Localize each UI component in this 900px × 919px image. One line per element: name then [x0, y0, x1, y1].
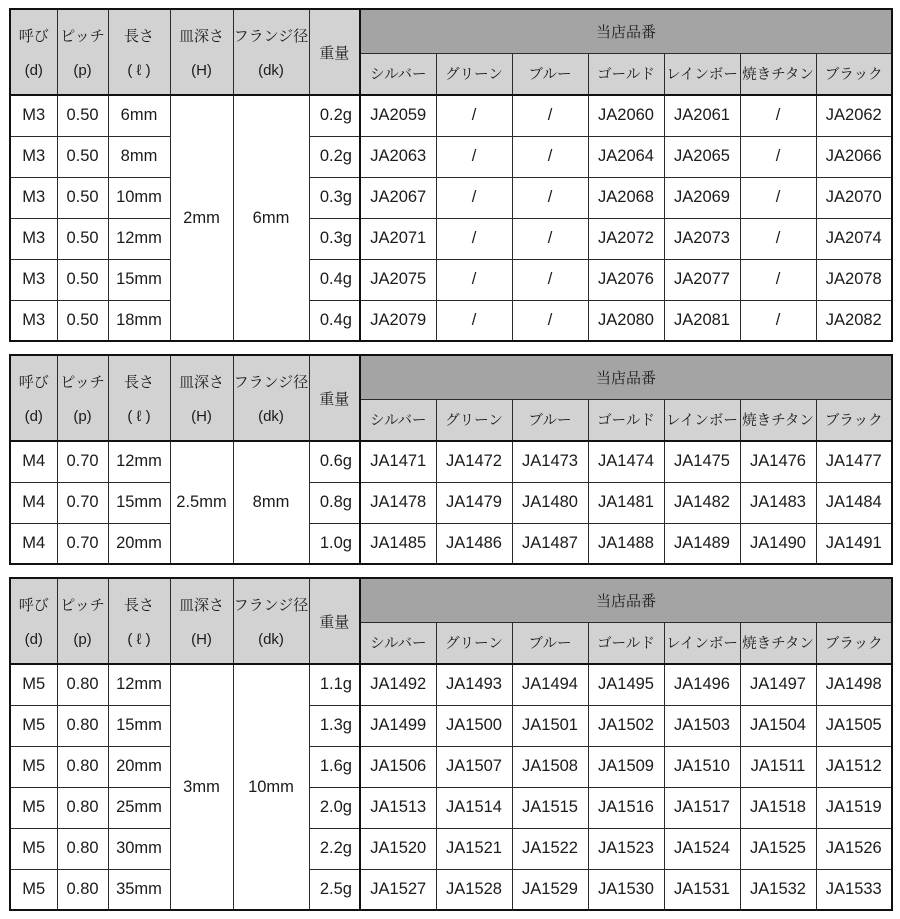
- cell-flange-dia: 10mm: [233, 664, 309, 910]
- col-header-green: グリーン: [436, 399, 512, 441]
- cell-pitch: 0.50: [57, 300, 108, 341]
- cell-part-number-gold: JA2076: [588, 259, 664, 300]
- col-header-label: ピッチ: [60, 374, 105, 392]
- cell-pitch: 0.80: [57, 787, 108, 828]
- cell-weight: 0.4g: [309, 259, 360, 300]
- cell-part-number-silver: JA2079: [360, 300, 436, 341]
- col-header-weight: 重量: [309, 9, 360, 95]
- col-header-symbol: (p): [73, 407, 92, 425]
- col-header-label: 長さ: [123, 374, 154, 392]
- cell-part-number-rainbow: JA2069: [664, 177, 740, 218]
- cell-part-number-burnt-titanium: JA1483: [740, 482, 816, 523]
- col-header-pitch-text: [58, 356, 108, 440]
- cell-part-number-green: JA1514: [436, 787, 512, 828]
- col-header-gold: ゴールド: [588, 399, 664, 441]
- cell-nominal: M5: [10, 746, 57, 787]
- cell-part-number-blue: /: [512, 177, 588, 218]
- col-header-head-depth-text: [171, 579, 233, 663]
- col-header-head-depth: [170, 9, 233, 95]
- cell-length: 15mm: [108, 705, 170, 746]
- col-header-nominal: [10, 9, 57, 95]
- spec-table-m4: [9, 354, 893, 565]
- col-header-label: 皿深さ: [178, 597, 224, 615]
- table-body: [10, 664, 892, 910]
- cell-part-number-rainbow: JA1482: [664, 482, 740, 523]
- col-header-gold: ゴールド: [588, 53, 664, 95]
- col-header-pitch: [57, 9, 108, 95]
- col-header-silver: シルバー: [360, 53, 436, 95]
- cell-part-number-gold: JA1488: [588, 523, 664, 564]
- cell-part-number-rainbow: JA1489: [664, 523, 740, 564]
- col-header-label: 長さ: [123, 597, 154, 615]
- cell-part-number-green: /: [436, 95, 512, 136]
- cell-part-number-blue: JA1480: [512, 482, 588, 523]
- cell-part-number-silver: JA2071: [360, 218, 436, 259]
- cell-nominal: M3: [10, 259, 57, 300]
- cell-part-number-silver: JA1513: [360, 787, 436, 828]
- cell-weight: 0.3g: [309, 177, 360, 218]
- col-header-label: フランジ径: [233, 597, 309, 615]
- table-header: [10, 355, 892, 441]
- cell-part-number-burnt-titanium: JA1518: [740, 787, 816, 828]
- col-header-label: 皿深さ: [178, 374, 224, 392]
- cell-part-number-green: JA1472: [436, 441, 512, 482]
- table-row: [10, 136, 892, 177]
- cell-pitch: 0.70: [57, 482, 108, 523]
- col-header-flange-dia-text: [234, 10, 309, 94]
- cell-part-number-gold: JA2064: [588, 136, 664, 177]
- cell-pitch: 0.80: [57, 828, 108, 869]
- cell-part-number-rainbow: JA1510: [664, 746, 740, 787]
- cell-pitch: 0.50: [57, 136, 108, 177]
- cell-weight: 1.0g: [309, 523, 360, 564]
- col-header-length: [108, 9, 170, 95]
- cell-part-number-black: JA2078: [816, 259, 892, 300]
- header-row-1: [10, 355, 892, 399]
- cell-length: 20mm: [108, 746, 170, 787]
- col-header-symbol: (H): [191, 630, 212, 648]
- table-row: [10, 300, 892, 341]
- cell-weight: 0.4g: [309, 300, 360, 341]
- cell-part-number-burnt-titanium: JA1497: [740, 664, 816, 705]
- table-row: [10, 95, 892, 136]
- cell-length: 30mm: [108, 828, 170, 869]
- cell-weight: 0.8g: [309, 482, 360, 523]
- table-header: [10, 578, 892, 664]
- col-header-head-depth-text: [171, 10, 233, 94]
- cell-length: 25mm: [108, 787, 170, 828]
- col-header-blue: ブルー: [512, 399, 588, 441]
- table-header: [10, 9, 892, 95]
- cell-part-number-gold: JA2072: [588, 218, 664, 259]
- col-header-head-depth: [170, 355, 233, 441]
- cell-length: 18mm: [108, 300, 170, 341]
- cell-part-number-gold: JA1474: [588, 441, 664, 482]
- cell-part-number-burnt-titanium: /: [740, 177, 816, 218]
- cell-part-number-black: JA2062: [816, 95, 892, 136]
- col-header-nominal-text: [11, 579, 57, 663]
- cell-part-number-rainbow: JA2081: [664, 300, 740, 341]
- col-header-symbol: (d): [24, 61, 43, 79]
- cell-weight: 0.2g: [309, 136, 360, 177]
- cell-length: 35mm: [108, 869, 170, 910]
- cell-head-depth: 2mm: [170, 95, 233, 341]
- cell-pitch: 0.80: [57, 705, 108, 746]
- table-row: [10, 705, 892, 746]
- col-header-burnt-titanium: 焼きチタン: [740, 53, 816, 95]
- col-header-length-text: [109, 356, 170, 440]
- cell-part-number-gold: JA1495: [588, 664, 664, 705]
- col-header-burnt-titanium: 焼きチタン: [740, 622, 816, 664]
- col-header-symbol: ( ℓ ): [127, 630, 151, 648]
- cell-weight: 0.6g: [309, 441, 360, 482]
- col-header-pitch-text: [58, 579, 108, 663]
- table-row: [10, 218, 892, 259]
- col-header-label: 呼び: [18, 374, 49, 392]
- cell-part-number-green: JA1500: [436, 705, 512, 746]
- table-row: [10, 482, 892, 523]
- cell-part-number-silver: JA1485: [360, 523, 436, 564]
- col-header-head-depth-text: [171, 356, 233, 440]
- col-header-flange-dia: [233, 578, 309, 664]
- cell-part-number-silver: JA1478: [360, 482, 436, 523]
- cell-nominal: M3: [10, 300, 57, 341]
- cell-part-number-silver: JA1527: [360, 869, 436, 910]
- col-header-symbol: ( ℓ ): [127, 407, 151, 425]
- col-header-nominal-text: [11, 356, 57, 440]
- cell-part-number-rainbow: JA2077: [664, 259, 740, 300]
- cell-part-number-burnt-titanium: JA1511: [740, 746, 816, 787]
- cell-nominal: M4: [10, 482, 57, 523]
- cell-part-number-blue: /: [512, 259, 588, 300]
- cell-part-number-silver: JA2067: [360, 177, 436, 218]
- cell-part-number-blue: JA1522: [512, 828, 588, 869]
- col-header-flange-dia: [233, 9, 309, 95]
- cell-part-number-blue: JA1515: [512, 787, 588, 828]
- cell-pitch: 0.80: [57, 664, 108, 705]
- cell-part-number-blue: /: [512, 300, 588, 341]
- table-row: [10, 523, 892, 564]
- cell-part-number-silver: JA1499: [360, 705, 436, 746]
- cell-part-number-gold: JA1530: [588, 869, 664, 910]
- cell-weight: 2.5g: [309, 869, 360, 910]
- table-body: [10, 441, 892, 564]
- group-header-part-numbers: 当店品番: [360, 578, 892, 622]
- cell-length: 15mm: [108, 259, 170, 300]
- cell-length: 8mm: [108, 136, 170, 177]
- col-header-nominal: [10, 355, 57, 441]
- col-header-flange-dia: [233, 355, 309, 441]
- cell-part-number-black: JA1484: [816, 482, 892, 523]
- cell-pitch: 0.50: [57, 259, 108, 300]
- cell-part-number-rainbow: JA2061: [664, 95, 740, 136]
- cell-head-depth: 2.5mm: [170, 441, 233, 564]
- col-header-length: [108, 355, 170, 441]
- col-header-symbol: (d): [24, 407, 43, 425]
- cell-pitch: 0.70: [57, 441, 108, 482]
- col-header-green: グリーン: [436, 622, 512, 664]
- cell-part-number-silver: JA1506: [360, 746, 436, 787]
- cell-part-number-gold: JA1509: [588, 746, 664, 787]
- cell-nominal: M5: [10, 828, 57, 869]
- header-row-1: [10, 9, 892, 53]
- col-header-weight: 重量: [309, 578, 360, 664]
- cell-weight: 1.6g: [309, 746, 360, 787]
- cell-length: 20mm: [108, 523, 170, 564]
- cell-part-number-green: /: [436, 136, 512, 177]
- cell-weight: 2.2g: [309, 828, 360, 869]
- cell-part-number-blue: JA1508: [512, 746, 588, 787]
- group-header-part-numbers: 当店品番: [360, 355, 892, 399]
- cell-nominal: M3: [10, 218, 57, 259]
- col-header-label: 呼び: [18, 28, 49, 46]
- header-row-1: [10, 578, 892, 622]
- cell-nominal: M5: [10, 787, 57, 828]
- cell-part-number-black: JA2074: [816, 218, 892, 259]
- col-header-head-depth: [170, 578, 233, 664]
- cell-part-number-green: /: [436, 218, 512, 259]
- col-header-nominal-text: [11, 10, 57, 94]
- cell-part-number-burnt-titanium: JA1525: [740, 828, 816, 869]
- cell-weight: 2.0g: [309, 787, 360, 828]
- table-row: [10, 259, 892, 300]
- cell-part-number-rainbow: JA1503: [664, 705, 740, 746]
- cell-part-number-burnt-titanium: /: [740, 136, 816, 177]
- col-header-symbol: (d): [24, 630, 43, 648]
- cell-part-number-blue: JA1487: [512, 523, 588, 564]
- table-row: [10, 441, 892, 482]
- col-header-label: 呼び: [18, 597, 49, 615]
- cell-part-number-gold: JA2060: [588, 95, 664, 136]
- cell-part-number-rainbow: JA1517: [664, 787, 740, 828]
- cell-part-number-green: JA1486: [436, 523, 512, 564]
- cell-weight: 1.3g: [309, 705, 360, 746]
- cell-part-number-black: JA1498: [816, 664, 892, 705]
- cell-part-number-blue: JA1494: [512, 664, 588, 705]
- cell-weight: 1.1g: [309, 664, 360, 705]
- col-header-symbol: (dk): [258, 630, 284, 648]
- col-header-burnt-titanium: 焼きチタン: [740, 399, 816, 441]
- cell-part-number-burnt-titanium: /: [740, 218, 816, 259]
- cell-part-number-green: /: [436, 177, 512, 218]
- col-header-silver: シルバー: [360, 622, 436, 664]
- col-header-length: [108, 578, 170, 664]
- table-row: [10, 177, 892, 218]
- cell-length: 10mm: [108, 177, 170, 218]
- col-header-rainbow: レインボー: [664, 53, 740, 95]
- cell-length: 12mm: [108, 664, 170, 705]
- col-header-black: ブラック: [816, 622, 892, 664]
- col-header-symbol: (p): [73, 61, 92, 79]
- cell-pitch: 0.50: [57, 95, 108, 136]
- cell-head-depth: 3mm: [170, 664, 233, 910]
- cell-part-number-black: JA1519: [816, 787, 892, 828]
- cell-nominal: M3: [10, 136, 57, 177]
- cell-part-number-black: JA2082: [816, 300, 892, 341]
- cell-part-number-burnt-titanium: /: [740, 300, 816, 341]
- col-header-blue: ブルー: [512, 622, 588, 664]
- cell-part-number-silver: JA2063: [360, 136, 436, 177]
- col-header-black: ブラック: [816, 53, 892, 95]
- cell-part-number-black: JA1491: [816, 523, 892, 564]
- cell-part-number-green: JA1521: [436, 828, 512, 869]
- cell-nominal: M5: [10, 705, 57, 746]
- cell-pitch: 0.70: [57, 523, 108, 564]
- col-header-length-text: [109, 10, 170, 94]
- cell-part-number-blue: JA1473: [512, 441, 588, 482]
- cell-part-number-burnt-titanium: /: [740, 259, 816, 300]
- cell-nominal: M4: [10, 441, 57, 482]
- cell-part-number-black: JA2070: [816, 177, 892, 218]
- cell-part-number-gold: JA2080: [588, 300, 664, 341]
- col-header-label: フランジ径: [233, 28, 309, 46]
- col-header-nominal: [10, 578, 57, 664]
- cell-pitch: 0.50: [57, 177, 108, 218]
- cell-part-number-rainbow: JA2065: [664, 136, 740, 177]
- col-header-flange-dia-text: [234, 356, 309, 440]
- cell-part-number-gold: JA2068: [588, 177, 664, 218]
- cell-part-number-blue: /: [512, 136, 588, 177]
- cell-part-number-burnt-titanium: JA1532: [740, 869, 816, 910]
- cell-part-number-black: JA1526: [816, 828, 892, 869]
- col-header-weight: 重量: [309, 355, 360, 441]
- cell-flange-dia: 6mm: [233, 95, 309, 341]
- col-header-symbol: (p): [73, 630, 92, 648]
- table-body: [10, 95, 892, 341]
- col-header-label: フランジ径: [233, 374, 309, 392]
- col-header-label: ピッチ: [60, 28, 105, 46]
- cell-weight: 0.3g: [309, 218, 360, 259]
- cell-part-number-gold: JA1502: [588, 705, 664, 746]
- spec-table-m3: [9, 8, 893, 342]
- col-header-pitch-text: [58, 10, 108, 94]
- cell-part-number-green: /: [436, 300, 512, 341]
- col-header-pitch: [57, 355, 108, 441]
- cell-part-number-black: JA1477: [816, 441, 892, 482]
- col-header-length-text: [109, 579, 170, 663]
- cell-nominal: M5: [10, 664, 57, 705]
- table-row: [10, 664, 892, 705]
- table-row: [10, 787, 892, 828]
- col-header-flange-dia-text: [234, 579, 309, 663]
- cell-flange-dia: 8mm: [233, 441, 309, 564]
- col-header-green: グリーン: [436, 53, 512, 95]
- col-header-symbol: (dk): [258, 61, 284, 79]
- cell-part-number-rainbow: JA1531: [664, 869, 740, 910]
- col-header-symbol: ( ℓ ): [127, 61, 151, 79]
- cell-part-number-silver: JA1520: [360, 828, 436, 869]
- cell-part-number-green: JA1479: [436, 482, 512, 523]
- table-row: [10, 869, 892, 910]
- col-header-symbol: (H): [191, 407, 212, 425]
- cell-pitch: 0.50: [57, 218, 108, 259]
- cell-part-number-black: JA2066: [816, 136, 892, 177]
- cell-part-number-gold: JA1516: [588, 787, 664, 828]
- cell-part-number-blue: /: [512, 218, 588, 259]
- cell-part-number-burnt-titanium: JA1504: [740, 705, 816, 746]
- cell-part-number-black: JA1533: [816, 869, 892, 910]
- cell-part-number-silver: JA1492: [360, 664, 436, 705]
- cell-nominal: M4: [10, 523, 57, 564]
- cell-length: 6mm: [108, 95, 170, 136]
- cell-pitch: 0.80: [57, 869, 108, 910]
- cell-weight: 0.2g: [309, 95, 360, 136]
- col-header-black: ブラック: [816, 399, 892, 441]
- table-row: [10, 746, 892, 787]
- cell-part-number-rainbow: JA1496: [664, 664, 740, 705]
- table-row: [10, 828, 892, 869]
- col-header-symbol: (H): [191, 61, 212, 79]
- cell-part-number-black: JA1512: [816, 746, 892, 787]
- cell-length: 12mm: [108, 218, 170, 259]
- cell-part-number-burnt-titanium: /: [740, 95, 816, 136]
- cell-part-number-silver: JA2075: [360, 259, 436, 300]
- cell-nominal: M5: [10, 869, 57, 910]
- col-header-blue: ブルー: [512, 53, 588, 95]
- cell-part-number-blue: /: [512, 95, 588, 136]
- col-header-pitch: [57, 578, 108, 664]
- spec-table-m5: [9, 577, 893, 911]
- cell-part-number-burnt-titanium: JA1476: [740, 441, 816, 482]
- cell-nominal: M3: [10, 177, 57, 218]
- cell-part-number-black: JA1505: [816, 705, 892, 746]
- col-header-label: ピッチ: [60, 597, 105, 615]
- group-header-part-numbers: 当店品番: [360, 9, 892, 53]
- cell-part-number-green: JA1507: [436, 746, 512, 787]
- tables-container: [9, 8, 891, 911]
- col-header-silver: シルバー: [360, 399, 436, 441]
- col-header-symbol: (dk): [258, 407, 284, 425]
- cell-part-number-silver: JA1471: [360, 441, 436, 482]
- cell-part-number-rainbow: JA1475: [664, 441, 740, 482]
- cell-part-number-gold: JA1523: [588, 828, 664, 869]
- cell-length: 12mm: [108, 441, 170, 482]
- cell-part-number-burnt-titanium: JA1490: [740, 523, 816, 564]
- cell-part-number-silver: JA2059: [360, 95, 436, 136]
- cell-part-number-blue: JA1501: [512, 705, 588, 746]
- cell-length: 15mm: [108, 482, 170, 523]
- cell-part-number-green: JA1493: [436, 664, 512, 705]
- col-header-rainbow: レインボー: [664, 399, 740, 441]
- cell-pitch: 0.80: [57, 746, 108, 787]
- cell-part-number-green: /: [436, 259, 512, 300]
- col-header-rainbow: レインボー: [664, 622, 740, 664]
- col-header-label: 長さ: [123, 28, 154, 46]
- cell-part-number-blue: JA1529: [512, 869, 588, 910]
- cell-part-number-green: JA1528: [436, 869, 512, 910]
- cell-part-number-gold: JA1481: [588, 482, 664, 523]
- cell-nominal: M3: [10, 95, 57, 136]
- cell-part-number-rainbow: JA2073: [664, 218, 740, 259]
- col-header-gold: ゴールド: [588, 622, 664, 664]
- cell-part-number-rainbow: JA1524: [664, 828, 740, 869]
- col-header-label: 皿深さ: [178, 28, 224, 46]
